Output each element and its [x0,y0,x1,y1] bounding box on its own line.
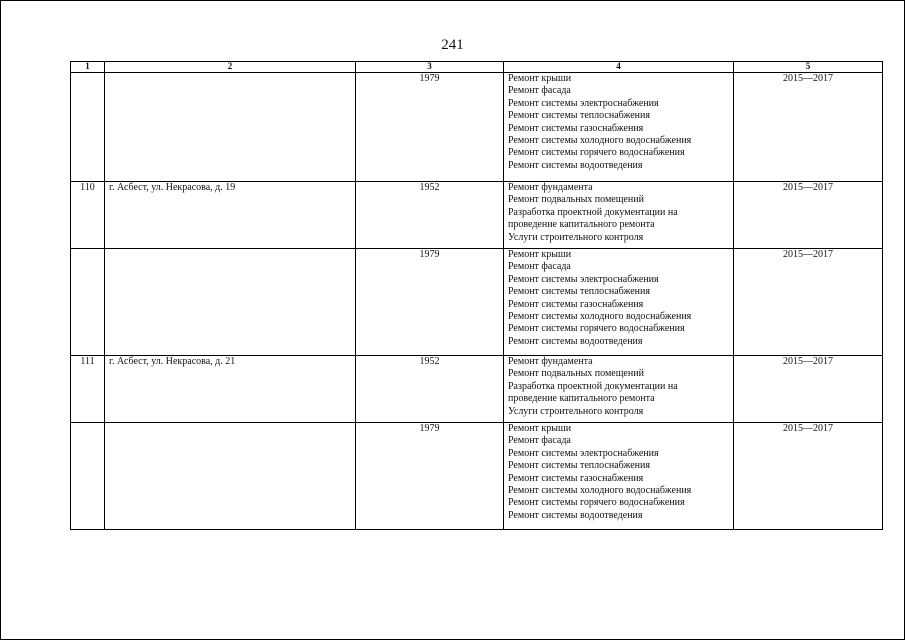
row-period: 2015—2017 [734,182,883,249]
work-item: Ремонт крыши [508,423,572,434]
row-works [504,423,734,530]
work-item: Ремонт системы электроснабжения [508,273,659,285]
row-period: 2015—2017 [734,73,883,182]
work-item: Ремонт системы теплоснабжения [508,286,650,298]
row-year: 1979 [356,423,504,530]
row-works [504,73,734,182]
row-period: 2015—2017 [734,249,883,356]
work-item: Ремонт системы холодного водоснабжения [508,485,692,497]
row-address [105,423,356,530]
work-item: Ремонт системы водоотведения [508,159,643,171]
table-row [71,423,883,530]
work-item: Ремонт крыши [508,249,572,260]
work-item: Ремонт системы теплоснабжения [508,110,650,122]
work-item: Ремонт системы водоотведения [508,335,643,347]
row-number: 111 [71,356,105,423]
work-item: Ремонт фасада [508,85,571,97]
table-row [71,73,883,182]
row-year: 1979 [356,249,504,356]
work-item: проведение капитального ремонта [508,219,655,231]
row-works [504,182,734,249]
row-year: 1952 [356,356,504,423]
row-year: 1952 [356,182,504,249]
row-works [504,356,734,423]
work-item: Ремонт системы горячего водоснабжения [508,323,685,335]
row-year: 1979 [356,73,504,182]
work-item: Ремонт фундамента [508,356,593,367]
work-item: Ремонт системы холодного водоснабжения [508,135,692,147]
row-number [71,73,105,182]
row-works [504,249,734,356]
work-item: Ремонт системы электроснабжения [508,97,659,109]
work-item: Разработка проектной документации на [508,206,678,218]
work-item: Ремонт подвальных помещений [508,368,644,380]
work-item: Ремонт системы газоснабжения [508,298,644,310]
table-row [71,356,883,423]
row-number [71,423,105,530]
work-item: Услуги строительного контроля [508,231,644,243]
table-row [71,182,883,249]
work-item: Услуги строительного контроля [508,405,644,417]
row-period: 2015—2017 [734,423,883,530]
work-item: Ремонт системы холодного водоснабжения [508,311,692,323]
work-item: Ремонт подвальных помещений [508,194,644,206]
header-col-1: 1 [71,62,105,73]
row-address: г. Асбест, ул. Некрасова, д. 19 [105,182,356,249]
work-item: Ремонт системы горячего водоснабжения [508,147,685,159]
repair-schedule-table [70,61,883,530]
page-number: 241 [441,37,464,53]
row-address [105,249,356,356]
header-col-4: 4 [504,62,734,73]
row-number [71,249,105,356]
work-item: Разработка проектной документации на [508,380,678,392]
table-row [71,249,883,356]
row-address: г. Асбест, ул. Некрасова, д. 21 [105,356,356,423]
work-item: Ремонт крыши [508,73,572,84]
work-item: Ремонт фасада [508,435,571,447]
header-col-5: 5 [734,62,883,73]
header-col-2: 2 [105,62,356,73]
work-item: Ремонт системы газоснабжения [508,122,644,134]
work-item: проведение капитального ремонта [508,393,655,405]
work-item: Ремонт фундамента [508,182,593,193]
row-number: 110 [71,182,105,249]
work-item: Ремонт системы электроснабжения [508,447,659,459]
work-item: Ремонт системы водоотведения [508,509,643,521]
work-item: Ремонт системы горячего водоснабжения [508,497,685,509]
work-item: Ремонт системы теплоснабжения [508,460,650,472]
header-row [71,62,883,73]
work-item: Ремонт системы газоснабжения [508,472,644,484]
row-address [105,73,356,182]
header-col-3: 3 [356,62,504,73]
row-period: 2015—2017 [734,356,883,423]
work-item: Ремонт фасада [508,261,571,273]
